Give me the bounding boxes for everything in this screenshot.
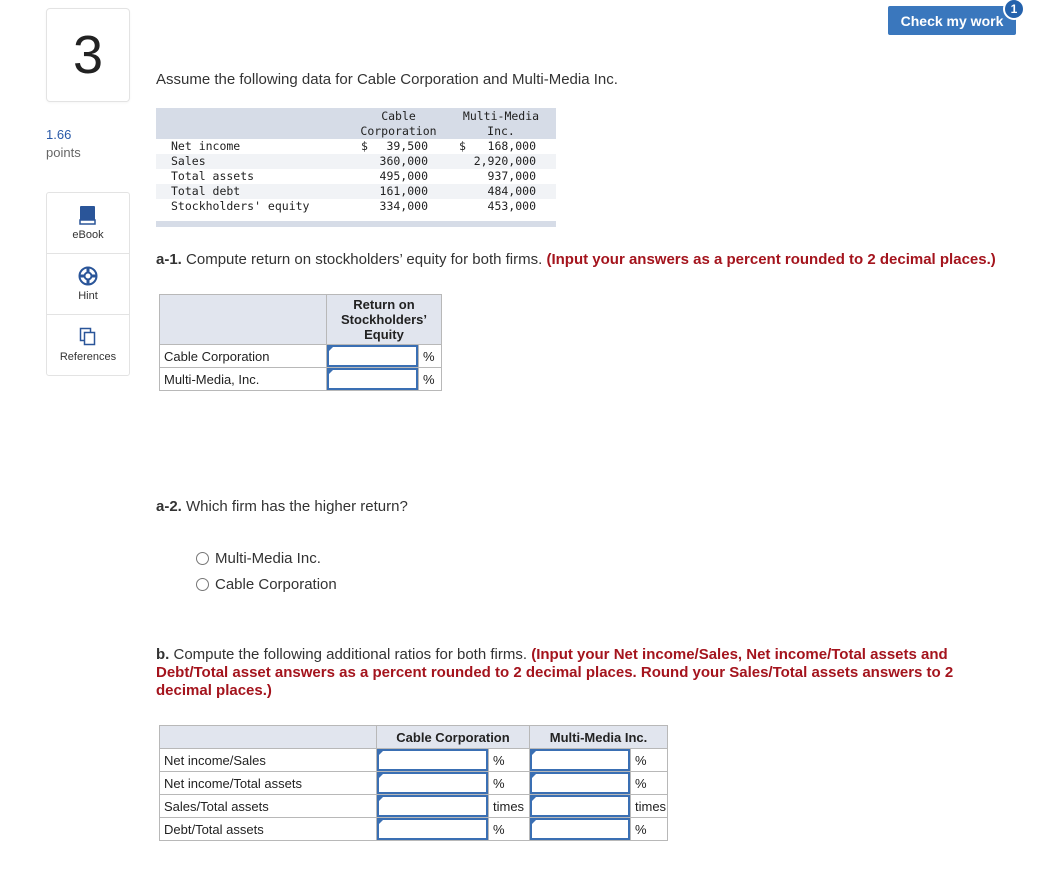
question-number: 3 [72,25,104,85]
b-unit: % [631,772,668,795]
a1-multimedia-cell [327,368,419,391]
table-row [160,795,668,818]
references-label: References [59,351,117,363]
check-my-work-button[interactable]: Check my work [888,6,1016,35]
question-a1 [156,251,996,268]
roe-cable-input[interactable] [327,345,418,367]
table-row [160,772,668,795]
sales-assets-multimedia-input[interactable] [530,795,630,817]
table-row [160,749,668,772]
b-row-label: Debt/Total assets [160,818,377,841]
data-multimedia-value: 168,000 [487,139,536,153]
a1-header-line3: Equity [364,327,404,342]
a1-header-line2: Stockholders’ [341,312,427,327]
data-dollar-sign: $ [361,139,368,153]
data-row-label: Total assets [171,169,255,183]
a1-header-line1: Return on [353,297,415,312]
ni-sales-cable-input[interactable] [377,749,488,771]
data-multimedia-value: 484,000 [487,184,536,198]
given-data-table [156,108,556,228]
question-number-card [46,8,130,102]
radio-circle[interactable] [196,578,209,591]
ebook-button[interactable] [47,193,129,253]
copy-icon [79,327,97,351]
table-row [160,818,668,841]
table-row [160,345,442,368]
lifebuoy-icon [78,266,98,290]
b-unit: % [489,749,530,772]
b-multimedia-header: Multi-Media Inc. [530,726,668,749]
data-col2-header-line1: Multi-Media [462,109,540,123]
b-unit: % [631,749,668,772]
question-a2 [156,498,408,515]
a1-row-label: Multi-Media, Inc. [160,368,327,391]
data-row [156,154,556,169]
table-row [160,368,442,391]
b-unit: % [489,818,530,841]
ni-assets-cable-input[interactable] [377,772,488,794]
data-cable-value: 161,000 [379,184,428,198]
a1-cable-cell [327,345,419,368]
data-row [156,169,556,184]
data-cable-value: 495,000 [379,169,428,183]
data-row-label: Net income [171,139,241,153]
radio-circle[interactable] [196,552,209,565]
book-icon [79,205,97,229]
b-instruction-line2: Debt/Total asset answers as a percent rounded to 2 decimal places. Round your Sales/Total assets answers to 2 [156,664,954,681]
b-unit: % [489,772,530,795]
roe-multimedia-input[interactable] [327,368,418,390]
a1-label: a-1. [156,251,182,268]
a2-text: Which firm has the higher return? [181,498,408,515]
radio-cable[interactable] [196,576,337,593]
b-row-label: Net income/Sales [160,749,377,772]
ni-sales-multimedia-input[interactable] [530,749,630,771]
hint-label: Hint [78,290,98,302]
check-attempts-badge: 1 [1003,0,1025,20]
radio-multimedia[interactable] [196,550,321,567]
b-blank-header [160,726,377,749]
b-label: b. [156,646,170,663]
b-unit: times [631,795,668,818]
b-row-label: Net income/Total assets [160,772,377,795]
percent-unit: % [419,368,442,391]
data-col1-header-line2: Corporation [360,124,437,138]
tools-panel [46,192,130,376]
ni-assets-multimedia-input[interactable] [530,772,630,794]
data-multimedia-value: 937,000 [487,169,536,183]
radio-label: Cable Corporation [215,576,337,593]
points-value: 1.66 [46,127,72,142]
data-row-label: Stockholders' equity [171,199,310,213]
a1-roe-header [327,295,442,345]
a1-instruction: (Input your answers as a percent rounded to 2 decimal places.) [546,251,996,268]
data-row [156,184,556,199]
b-text: Compute the following additional ratios for both firms. [169,646,532,663]
ebook-label: eBook [72,229,104,241]
debt-assets-multimedia-input[interactable] [530,818,630,840]
question-intro: Assume the following data for Cable Corporation and Multi-Media Inc. [156,71,618,88]
b-unit: times [489,795,530,818]
a1-text: Compute return on stockholders’ equity for both firms. [181,251,547,268]
data-row-label: Sales [171,154,206,168]
data-row [156,199,556,214]
b-cable-header: Cable Corporation [377,726,530,749]
hint-button[interactable] [47,253,129,313]
a1-answer-table [159,294,442,391]
sales-assets-cable-input[interactable] [377,795,488,817]
b-instruction-line3: decimal places.) [156,682,272,699]
data-row [156,139,556,154]
b-row-label: Sales/Total assets [160,795,377,818]
radio-label: Multi-Media Inc. [215,550,321,567]
data-row-label: Total debt [171,184,241,198]
question-b [156,646,996,700]
data-cable-value: 360,000 [379,154,428,168]
data-table-footer-band [156,221,556,227]
points-label: points [46,145,81,160]
data-cable-value: 334,000 [379,199,428,213]
b-answer-table [159,725,668,841]
percent-unit: % [419,345,442,368]
a1-blank-header [160,295,327,345]
data-dollar-sign: $ [459,139,466,153]
data-multimedia-value: 2,920,000 [473,154,536,168]
b-unit: % [631,818,668,841]
data-cable-value: 39,500 [386,139,428,153]
data-col1-header-line1: Cable [381,109,416,123]
b-instruction-line1: (Input your Net income/Sales, Net income/Total assets and [531,646,948,663]
data-multimedia-value: 453,000 [487,199,536,213]
a2-label: a-2. [156,498,182,515]
a1-row-label: Cable Corporation [160,345,327,368]
references-button[interactable] [47,314,129,374]
data-col2-header-line2: Inc. [487,124,515,138]
debt-assets-cable-input[interactable] [377,818,488,840]
